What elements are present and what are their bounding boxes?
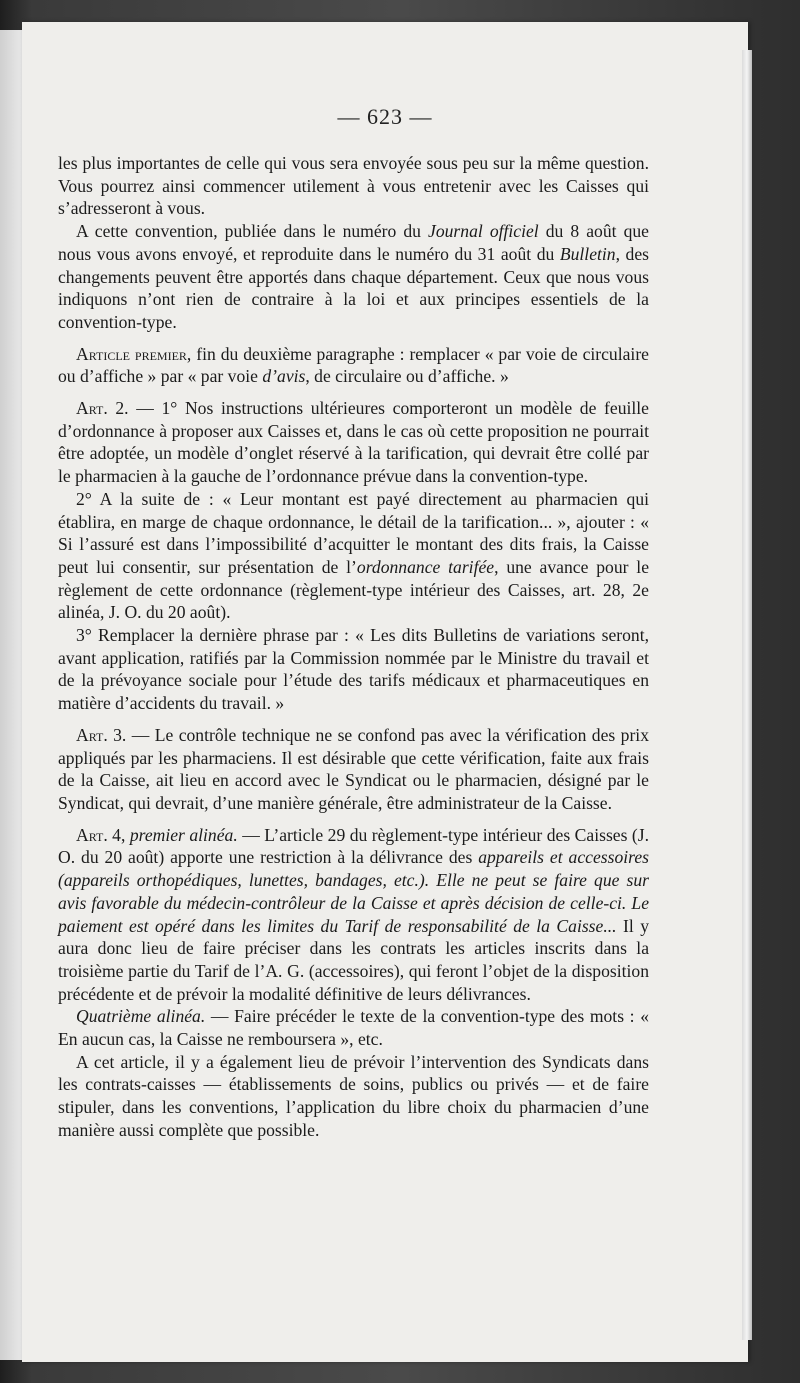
article-premier-paragraph: Article premier, fin du deuxième paragraphe : remplacer « par voie de circulaire ou d’affiche » par « par voie d’avis, de circulaire ou d’affiche. » (58, 343, 649, 387)
quatrieme-alinea-paragraph: Quatrième alinéa. — Faire précéder le texte de la convention-type des mots : « En aucun cas, la Caisse ne remboursera », etc. (58, 1006, 649, 1050)
page-body (58, 152, 649, 1142)
article-4-paragraph: Art. 4, premier alinéa. — L’article 29 du règlement-type intérieur des Caisses (J. O. du 20 août) apporte une restriction à la délivrance des appareils et accessoires (appareils orthopédiques, lunettes, bandages, etc.). Elle ne peut se faire que sur avis favorable du médecin-contrôleur de la Caisse et après décision de celle-ci. Le paiement est opéré dans les limites du Tarif de responsabilité de la Caisse... Il y aura donc lieu de faire préciser dans les contrats les articles inscrits dans la troisième partie du Tarif de l’A. G. (accessoires), qui feront l’objet de la disposition précédente et de prévoir la modalité définitive de leurs délivrances. (58, 824, 650, 1004)
article-2-point-2: 2° A la suite de : « Leur montant est payé directement au pharmacien qui établira, en marge de chaque ordonnance, le détail de la tarification... », ajouter : « Si l’assuré est dans l’impossibilité d’acquitter le montant des dits frais, la Caisse peut lui consentir, sur présentation de l’ordonnance tarifée, une avance pour le règlement de cette ordonnance (règlement-type intérieur des Caisses, art. 28, 2e alinéa, J. O. du 20 août). (58, 488, 650, 623)
article-2-paragraph: Art. 2. — 1° Nos instructions ultérieures comporteront un modèle de feuille d’ordonnance à proposer aux Caisses et, dans le cas où cette proposition ne pourrait être adoptée, un modèle d’onglet réservé à la tarification, qui devrait être collé par le pharmacien à la gauche de l’ordonnance prévue dans la convention-type. (58, 398, 649, 487)
article-2-point-3: 3° Remplacer la dernière phrase par : « Les dits Bulletins de variations seront, avant application, ratifiés par la Commission nommée par le Ministre du travail et de la prévoyance sociale pour l’étude des tarifs médicaux et pharmaceutiques en matière d’accidents du travail. » (58, 625, 649, 714)
article-3-paragraph: Art. 3. — Le contrôle technique ne se confond pas avec la vérification des prix appliqués par les pharmaciens. Il est désirable que cette vérification, faite aux frais de la Caisse, ait lieu en accord avec le Syndicat ou le pharmacien, désigné par le Syndicat, qui devrait, d’une manière générale, être administrateur de la Caisse. (58, 724, 649, 813)
book-page (22, 22, 748, 1362)
paragraph-1: les plus importantes de celle qui vous sera envoyée sous peu sur la même question. Vous pourrez ainsi commencer utilement à vous entretenir avec les Caisses qui s’adresseront à vous. (58, 153, 649, 219)
final-paragraph: A cet article, il y a également lieu de prévoir l’intervention des Syndicats dans les contrats-caisses — établissements de soins, publics ou privés — et de faire stipuler, dans les conventions, l’application du libre choix du pharmacien d’une manière aussi complète que possible. (58, 1051, 649, 1140)
page-number: — 623 — (337, 104, 433, 129)
paragraph-2: A cette convention, publiée dans le numéro du Journal officiel du 8 août que nous vous avons envoyé, et reproduite dans le numéro du 31 août du Bulletin, des changements peuvent être apportés dans chaque département. Ceux que nous vous indiquons n’ont rien de contraire à la loi et aux principes essentiels de la convention-type. (58, 221, 649, 332)
page-stack-edge (742, 50, 752, 1340)
